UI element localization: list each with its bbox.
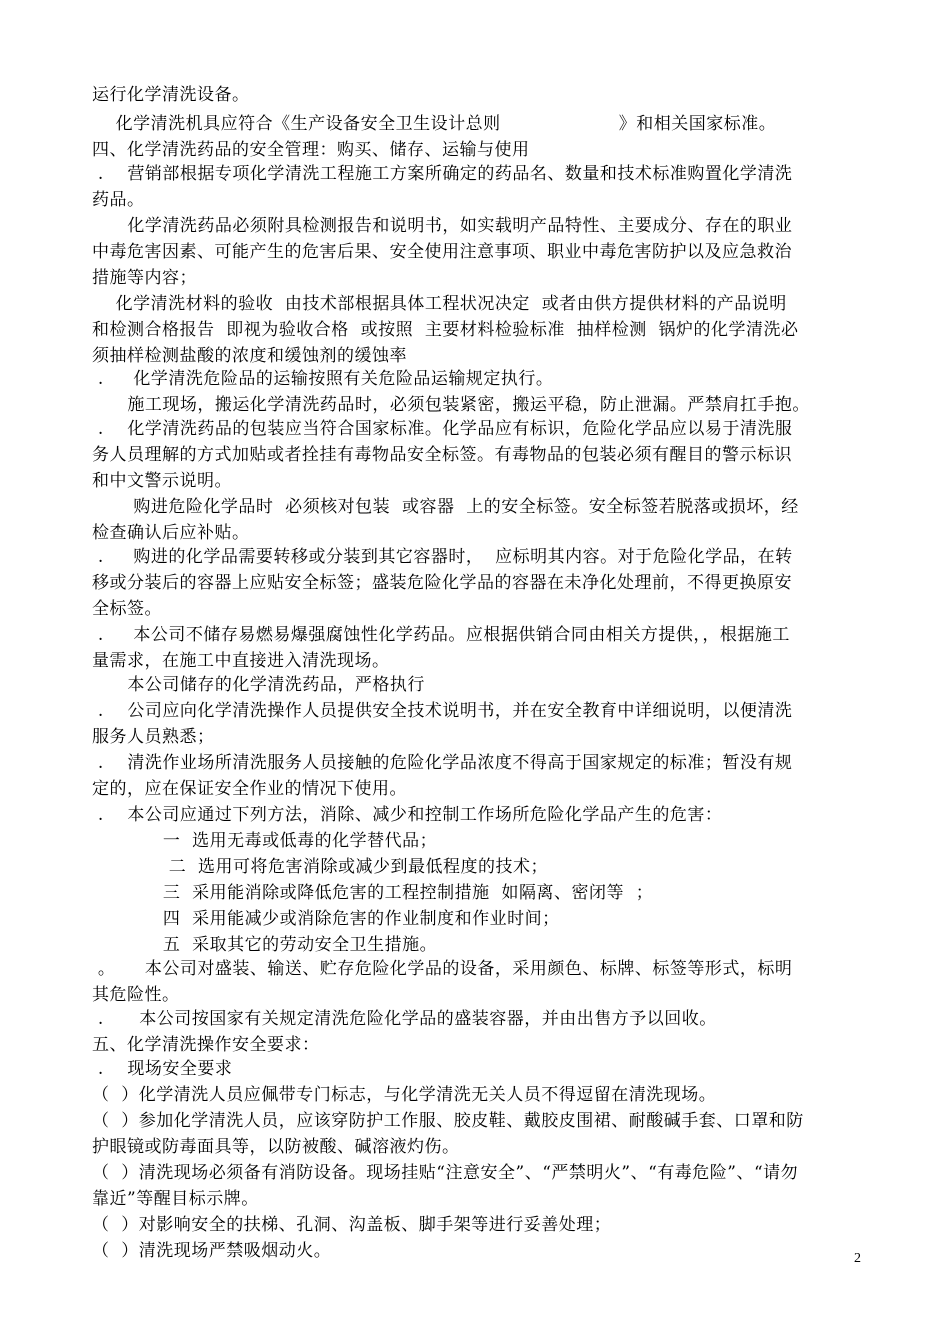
text-line: 四、化学清洗药品的安全管理：购买、储存、运输与使用: [92, 140, 530, 160]
text-line: . 化学清洗危险品的运输按照有关危险品运输规定执行。: [92, 369, 554, 389]
text-line: . 购进的化学品需要转移或分装到其它容器时， 应标明其内容。对于危险化学品，在转: [92, 547, 793, 567]
text-line: （ ）对影响安全的扶梯、孔洞、沟盖板、脚手架等进行妥善处理；: [92, 1215, 612, 1235]
text-line: . 本公司应通过下列方法，消除、减少和控制工作场所危险化学品产生的危害：: [92, 805, 723, 825]
text-line: 药品。: [92, 190, 145, 210]
text-line: 措施等内容；: [92, 268, 197, 288]
text-line: 施工现场，搬运化学清洗药品时，必须包装紧密，搬运平稳，防止泄漏。严禁肩扛手抱。: [92, 395, 810, 415]
text-line: （ ）参加化学清洗人员，应该穿防护工作服、胶皮鞋、戴胶皮围裙、耐酸碱手套、口罩和防: [92, 1111, 804, 1131]
text-line: 其危险性。: [92, 985, 180, 1005]
text-line: 检查确认后应补贴。: [92, 523, 250, 543]
text-line: 和中文警示说明。: [92, 471, 232, 491]
text-line: 量需求，在施工中直接进入清洗现场。: [92, 651, 390, 671]
text-line: 四 采用能减少或消除危害的作业制度和作业时间；: [92, 909, 560, 929]
text-line: 全标签。: [92, 599, 162, 619]
text-line: . 化学清洗药品的包装应当符合国家标准。化学品应有标识，危险化学品应以易于清洗服: [92, 419, 793, 439]
text-line: . 本公司不储存易燃易爆强腐蚀性化学药品。应根据供销合同由相关方提供，，根据施工: [92, 625, 790, 645]
text-line: 五、化学清洗操作安全要求：: [92, 1035, 320, 1055]
text-line: 定的，应在保证安全作业的情况下使用。: [92, 779, 407, 799]
text-line: 五 采取其它的劳动安全卫生措施。: [92, 935, 438, 955]
text-line: 三 采用能消除或降低危害的工程控制措施 如隔离、密闭等 ；: [92, 883, 654, 903]
text-line: （ ）清洗现场严禁吸烟动火。: [92, 1241, 332, 1261]
text-line: . 公司应向化学清洗操作人员提供安全技术说明书，并在安全教育中详细说明，以便清洗: [92, 701, 793, 721]
text-line: 化学清洗机具应符合《生产设备安全卫生设计总则 》和相关国家标准。: [92, 114, 777, 134]
text-line: 和检测合格报告 即视为验收合格 或按照 主要材料检验标准 抽样检测 锅炉的化学清洗必: [92, 320, 799, 340]
text-line: 移或分装后的容器上应贴安全标签；盛装危险化学品的容器在未净化处理前，不得更换原安: [92, 573, 792, 593]
text-line: 化学清洗材料的验收 由技术部根据具体工程状况决定 或者由供方提供材料的产品说明: [92, 294, 787, 314]
text-line: 护眼镜或防毒面具等，以防被酸、碱溶液灼伤。: [92, 1137, 460, 1157]
text-line: . 清洗作业场所清洗服务人员接触的危险化学品浓度不得高于国家规定的标准；暂没有规: [92, 753, 793, 773]
text-line: . 本公司按国家有关规定清洗危险化学品的盛装容器，并由出售方予以回收。: [92, 1009, 717, 1029]
text-line: 本公司储存的化学清洗药品，严格执行: [92, 675, 425, 695]
text-line: 务人员理解的方式加贴或者拴挂有毒物品安全标签。有毒物品的包装必须有醒目的警示标识: [92, 445, 792, 465]
text-line: 靠近”等醒目标示牌。: [92, 1189, 259, 1209]
page-number: 2: [854, 1251, 861, 1266]
text-line: 中毒危害因素、可能产生的危害后果、安全使用注意事项、职业中毒危害防护以及应急救治: [92, 242, 792, 262]
text-line: 购进危险化学品时 必须核对包装 或容器 上的安全标签。安全标签若脱落或损坏，经: [92, 497, 799, 517]
text-line: 。 本公司对盛装、输送、贮存危险化学品的设备，采用颜色、标牌、标签等形式，标明: [92, 959, 793, 979]
text-line: . 营销部根据专项化学清洗工程施工方案所确定的药品名、数量和技术标准购置化学清洗: [92, 164, 793, 184]
text-line: 一 选用无毒或低毒的化学替代品；: [92, 831, 438, 851]
text-line: . 现场安全要求: [92, 1059, 233, 1079]
text-line: 运行化学清洗设备。: [92, 85, 250, 105]
text-line: 服务人员熟悉；: [92, 727, 215, 747]
text-line: 化学清洗药品必须附具检测报告和说明书，如实载明产品特性、主要成分、存在的职业: [92, 216, 793, 236]
text-line: 二 选用可将危害消除或减少到最低程度的技术；: [92, 857, 549, 877]
text-line: 须抽样检测盐酸的浓度和缓蚀剂的缓蚀率: [92, 346, 407, 366]
text-line: （ ）清洗现场必须备有消防设备。现场挂贴“注意安全”、“严禁明火”、“有毒危险”、“请勿: [92, 1163, 799, 1183]
text-line: （ ）化学清洗人员应佩带专门标志，与化学清洗无关人员不得逗留在清洗现场。: [92, 1085, 717, 1105]
